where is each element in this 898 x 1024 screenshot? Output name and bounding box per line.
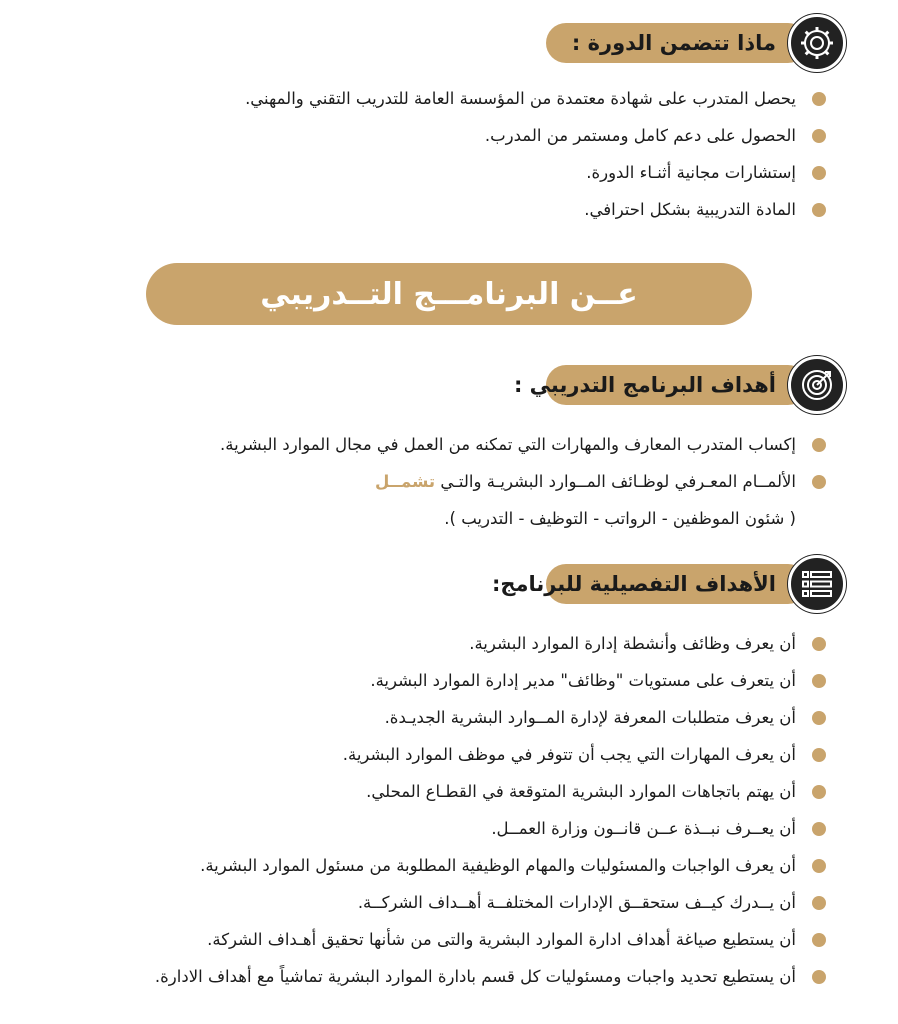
bullet-dot [812,933,826,947]
bullet-dot [812,748,826,762]
list-item: أن يستطيع تحديد واجبات ومسئوليات كل قسم بادارة الموارد البشرية تماشياً مع أهداف الادارة. [155,958,826,995]
bullet-dot [812,896,826,910]
list-item: الألمــام المعـرفي لوظـائف المــوارد البشريـة والتـي تشمــل [220,463,826,500]
bullet-dot [812,637,826,651]
bullet-dot [812,970,826,984]
gear-icon [788,14,846,72]
list-item: أن يعرف الواجبات والمسئوليات والمهام الوظيفية المطلوبة من مسئول الموارد البشرية. [155,847,826,884]
list-item: الحصول على دعم كامل ومستمر من المدرب. [245,117,826,154]
bullet-dot [812,92,826,106]
bullet-dot [812,438,826,452]
accent-word: تشمــل [375,472,436,491]
bullet-dot [812,822,826,836]
bullet-dot [812,129,826,143]
course-contents-list [245,80,826,228]
program-goals-list [220,426,826,537]
list-item: أن يهتم باتجاهات الموارد البشرية المتوقعة في القطـاع المحلي. [155,773,826,810]
list-item-continuation: ( شئون الموظفين - الرواتب - التوظيف - التدريب ). [444,509,796,528]
detailed-goals-header [491,555,846,613]
bullet-dot [812,785,826,799]
bullet-dot [812,203,826,217]
course-contents-header [546,14,846,72]
program-goals-title: أهداف البرنامج التدريبي : [546,365,808,405]
bullet-dot [812,674,826,688]
list-item: أن يتعرف على مستويات "وظائف" مدير إدارة الموارد البشرية. [155,662,826,699]
target-icon [788,356,846,414]
list-item: يحصل المتدرب على شهادة معتمدة من المؤسسة العامة للتدريب التقني والمهني. [245,80,826,117]
bullet-dot [812,859,826,873]
bullet-dot [812,475,826,489]
bullet-dot [812,166,826,180]
list-item: أن يستطيع صياغة أهداف ادارة الموارد البشرية والتى من شأنها تحقيق أهـداف الشركة. [155,921,826,958]
course-contents-title: ماذا تتضمن الدورة : [546,23,808,63]
about-program-banner: عــن البرنامـــج التــدريبي [146,263,752,325]
list-item: إستشارات مجانية أثنـاء الدورة. [245,154,826,191]
list-item: المادة التدريبية بشكل احترافي. [245,191,826,228]
list-item: أن يعــرف نبــذة عــن قانــون وزارة العمــل. [155,810,826,847]
bullet-dot [812,711,826,725]
list-item: أن يــدرك كيــف ستحقــق الإدارات المختلفــة أهــداف الشركــة. [155,884,826,921]
list-item: أن يعرف متطلبات المعرفة لإدارة المــوارد البشرية الجديـدة. [155,699,826,736]
list-item: أن يعرف وظائف وأنشطة إدارة الموارد البشرية. [155,625,826,662]
detailed-goals-title: الأهداف التفصيلية للبرنامج: [546,564,808,604]
list-item: إكساب المتدرب المعارف والمهارات التي تمكنه من العمل في مجال الموارد البشرية. [220,426,826,463]
detailed-goals-list [155,625,826,995]
program-goals-header [513,356,846,414]
list-item: أن يعرف المهارات التي يجب أن تتوفر في موظف الموارد البشرية. [155,736,826,773]
list-icon [788,555,846,613]
